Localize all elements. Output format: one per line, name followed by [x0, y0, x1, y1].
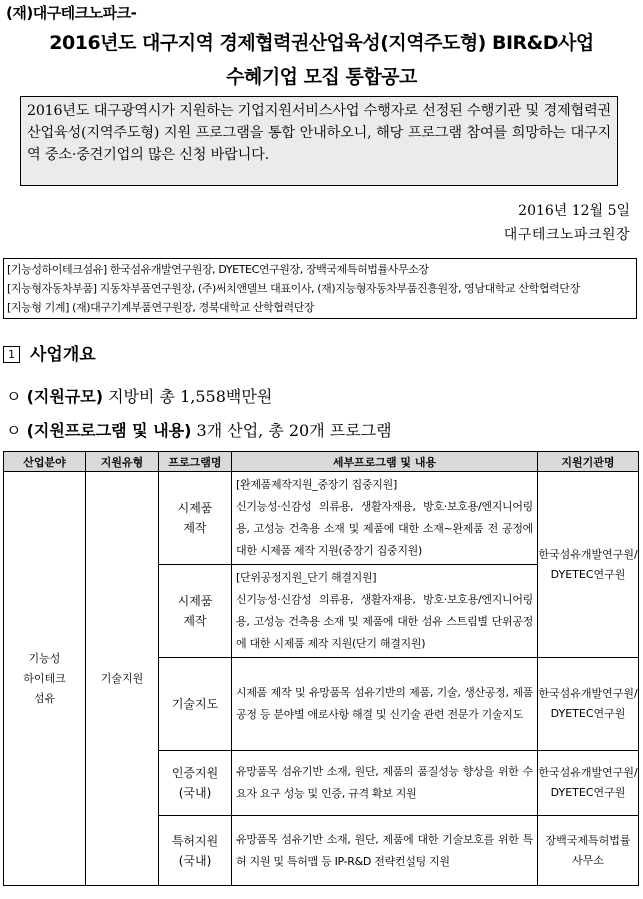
cell-detail: [단위공정지원_단기 해결지원] 신기능성·신감성 의류용, 생활자재용, 방호·보호용/엔지니어링용, 고성능 건축용 소재 및 제품에 대한 섬유 스트림별 단위공정에 대한 시제품 제작 지원(단기 해결지원) [232, 565, 538, 658]
header-support-type: 지원유형 [86, 452, 159, 472]
partner-list [3, 258, 637, 319]
cell-agency: 한국섬유개발연구원/ DYETEC연구원 [538, 472, 639, 658]
bullet-mark: ㅇ [6, 387, 22, 406]
section-heading [3, 340, 96, 365]
bullet-mark: ㅇ [6, 421, 22, 440]
cell-industry: 기능성 하이테크 섬유 [4, 472, 86, 886]
bullet-support-scale [6, 384, 272, 407]
cell-agency: 한국섬유개발연구원/ DYETEC연구원 [538, 751, 639, 816]
cell-detail: 유망품목 섬유기반 소재, 원단, 제품의 품질성능 향상을 위한 수요자 요구 성능 및 인증, 규격 확보 지원 [232, 751, 538, 816]
bullet-label: (지원프로그램 및 내용) [26, 421, 192, 440]
cell-detail: 시제품 제작 및 유망품목 섬유기반의 제품, 기술, 생산공정, 제품공정 등 분야별 애로사항 해결 및 신기술 관련 전문가 기술지도 [232, 658, 538, 751]
cell-support-type: 기술지원 [86, 472, 159, 886]
page-title: 2016년도 대구지역 경제협력권산업육성(지역주도형) BIR&D사업 [49, 32, 594, 54]
cell-agency: 한국섬유개발연구원/ DYETEC연구원 [538, 658, 639, 751]
announcement-date: 2016년 12월 5일 [518, 203, 630, 219]
cell-program: 시제품 제작 [159, 565, 232, 658]
cell-detail: 유망품목 섬유기반 소재, 원단, 제품에 대한 기술보호를 위한 특허 지원 및 특허맵 등 IP-R&D 전략컨설팅 지원 [232, 816, 538, 886]
bullet-support-programs [6, 418, 392, 441]
table-row [4, 472, 639, 565]
bullet-label: (지원규모) [26, 387, 104, 406]
bullet-text: 지방비 총 1,558백만원 [103, 387, 273, 406]
header-program: 프로그램명 [159, 452, 232, 472]
header-industry: 산업분야 [4, 452, 86, 472]
bullet-text: 3개 산업, 총 20개 프로그램 [191, 421, 392, 440]
notice-box: 2016년도 대구광역시가 지원하는 기업지원서비스사업 수행자로 선정된 수행기관 및 경제협력권산업육성(지역주도형) 지원 프로그램을 통합 안내하오니, 해당 프로그램 참여를 희망하는 대구지역 중소·중견기업의 많은 신청 바랍니다. [20, 96, 618, 186]
cell-agency: 장백국제특허법률 사무소 [538, 816, 639, 886]
partner-line: [기능성하이테크섬유] 한국섬유개발연구원장, DYETEC연구원장, 장백국제특허법률사무소장 [7, 263, 429, 276]
cell-program: 시제품 제작 [159, 472, 232, 565]
program-table [3, 451, 639, 886]
partner-line: [지능형 기계] (재)대구기계부품연구원장, 경북대학교 산학협력단장 [7, 301, 315, 314]
cell-program: 인증지원 (국내) [159, 751, 232, 816]
section-number: 1 [3, 346, 20, 363]
header-detail: 세부프로그램 및 내용 [232, 452, 538, 472]
cell-detail: [완제품제작지원_중장기 집중지원] 신기능성·신감성 의류용, 생활자재용, 방호·보호용/엔지니어링용, 고성능 건축용 소재 및 제품에 대한 소재~완제품 전 공정에 대한 시제품 제작 지원(중장기 집중지원) [232, 472, 538, 565]
issuer-name: 대구테크노파크원장 [503, 227, 630, 243]
section-title: 사업개요 [30, 345, 96, 365]
organization-header: (재)대구테크노파크- [6, 4, 137, 22]
partner-line: [지능형자동차부품] 지동차부품연구원장, (주)써치앤델브 대표이사, (재)지능형자동차부품진흥원장, 영남대학교 산학협력단장 [7, 282, 580, 295]
table-header-row [4, 452, 639, 472]
page-subtitle: 수혜기업 모집 통합공고 [226, 66, 417, 88]
header-agency: 지원기관명 [538, 452, 639, 472]
cell-program: 기술지도 [159, 658, 232, 751]
cell-program: 특허지원 (국내) [159, 816, 232, 886]
